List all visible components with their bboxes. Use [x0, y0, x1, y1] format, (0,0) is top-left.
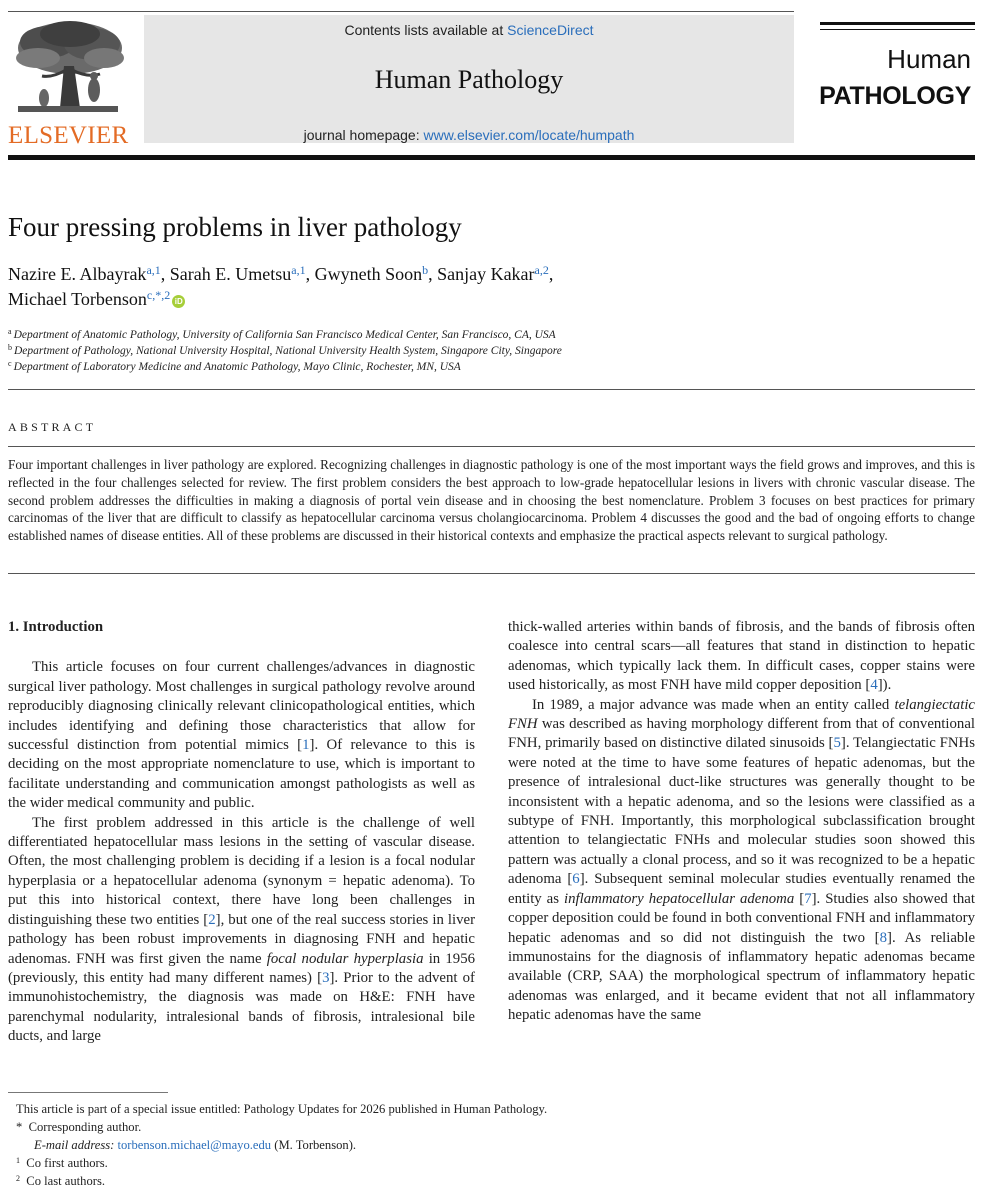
- journal-logo-bar-thin: [820, 29, 975, 30]
- header-thick-rule: [8, 155, 975, 160]
- abstract-text: Four important challenges in liver pathology are explored. Recognizing challenges in diagnostic pathology is one of the most important ways the field grows and improves, and this is reflected in the four challenges selected for review. The first problem considers the best approach to low-grade hepatocellular lesions in livers with chronic vascular disease. The second problem addresses the difficulties in making a diagnosis of portal vein disease and in choosing the best nomenclature. Problem 3 focuses on best practices for primary carcinomas of the liver that are difficult to classify as hepatocellular carcinoma versus cholangiocarcinoma. Problem 4 discusses the good and the bad of ongoing efforts to change established names of disease entities. All of these problems are discussed in their historical contexts and emphasize the practical aspects relevant to surgical pathology.: [8, 457, 975, 544]
- footnotes: [16, 1100, 966, 1190]
- footnote-mark: *: [16, 1120, 23, 1134]
- author-name[interactable]: Nazire E. Albayrak: [8, 264, 147, 284]
- contents-prefix: Contents lists available at: [344, 22, 504, 38]
- journal-title[interactable]: Human Pathology: [374, 65, 564, 94]
- journal-logo[interactable]: [820, 22, 975, 138]
- orcid-icon[interactable]: iD: [172, 295, 185, 308]
- author-affil-sup[interactable]: a,2: [534, 263, 549, 277]
- footnote-co-last: [16, 1172, 966, 1190]
- homepage-line: [144, 127, 794, 143]
- journal-banner: [144, 15, 794, 143]
- header-top-rule: [8, 11, 794, 12]
- author-name[interactable]: Gwyneth Soon: [314, 264, 423, 284]
- abstract-bottom-divider: [8, 573, 975, 574]
- footnote-text: Co last authors.: [26, 1174, 106, 1188]
- reference-link[interactable]: 2: [208, 911, 216, 928]
- affiliation-text: Department of Anatomic Pathology, University of California San Francisco Medical Center, San Francisco, CA, USA: [13, 329, 556, 341]
- body-paragraph: In 1989, a major advance was made when an entity called telangiectatic FNH was described as having morphology different from that of conventional FNH, primarily based on distinctive dilated sinusoids [5]. Telangiectatic FNHs were noted at the time to have some features of hepatic adenomas, but the presence of intralesional duct-like structures was generally thought to be inconsistent with a hepatic adenoma, and so the lesions were classified as a subtype of FNH. Importantly, this morphological subclassification brought attention to telangiectatic FNHs and molecular studies soon showed this pattern was actually a clonal process, and so it was recognized to be a hepatic adenoma [6]. Subsequent seminal molecular studies eventually renamed the entity as inflammatory hepatocellular adenoma [7]. Studies also showed that copper deposition could be found in both conventional FNH and inflammatory hepatic adenomas and so did not distinguish the two [8]. As reliable immunostains for the diagnosis of inflammatory hepatic adenomas became available (CRP, SAA) the morphological spectrum of inflammatory hepatic adenomas was enlarged, and it became evident that not all inflammatory hepatic adenomas have the same: [508, 696, 976, 1024]
- body-paragraph: thick-walled arteries within bands of fibrosis, and the bands of fibrosis often coalesce into central scars—all features that stand in distinction to hepatic adenomas, which typically lack them. In difficult cases, copper stains were used historically, as most FNH have mild copper deposition [4]).: [508, 619, 975, 694]
- reference-link[interactable]: 5: [833, 735, 841, 752]
- body-paragraph: This article focuses on four current challenges/advances in diagnostic surgical liver pathology. Most challenges in surgical pathology revolve around reproducibly diagnosing clinically relevant clinicopathological entities, which includes identifying and defining those characteristics that allow for successful distinction from potential mimics [1]. Of relevance to this is deciding on the most appropriate nomenclature to use, which is important to facilitate understanding and communication amongst pathologists as well as the wider medical community and public.: [8, 659, 475, 812]
- author-affil-sup[interactable]: a,1: [146, 263, 161, 277]
- journal-logo-line1: Human: [887, 44, 971, 74]
- elsevier-logo[interactable]: [8, 18, 129, 149]
- body-column-right: [508, 618, 975, 1026]
- email-suffix: (M. Torbenson).: [274, 1138, 357, 1152]
- contents-line: [144, 22, 794, 38]
- affiliation-divider: [8, 389, 975, 390]
- abstract-heading: ABSTRACT: [8, 420, 97, 434]
- body-column-left: [8, 618, 475, 1047]
- journal-logo-line2: PATHOLOGY: [819, 82, 971, 110]
- affiliation-key: c: [8, 359, 12, 368]
- reference-link[interactable]: 3: [322, 969, 330, 986]
- sciencedirect-link[interactable]: ScienceDirect: [507, 22, 594, 38]
- reference-link[interactable]: 7: [804, 890, 812, 907]
- email-label: E-mail address:: [34, 1138, 115, 1152]
- homepage-link[interactable]: www.elsevier.com/locate/humpath: [423, 127, 635, 143]
- email-link[interactable]: torbenson.michael@mayo.edu: [117, 1138, 272, 1152]
- affiliation-key: b: [8, 343, 12, 352]
- affiliation-item: [8, 327, 968, 343]
- reference-link[interactable]: 8: [879, 929, 888, 946]
- footnote-special-issue: This article is part of a special issue entitled: Pathology Updates for 2026 published in Human Pathology.: [16, 1102, 548, 1116]
- author-affil-sup[interactable]: b: [422, 263, 429, 277]
- affiliations: [8, 327, 968, 375]
- homepage-prefix: journal homepage:: [303, 127, 420, 143]
- body-paragraph: The first problem addressed in this article is the challenge of well differentiated hepatocellular mass lesions in the setting of vascular disease. Often, the most challenging problem is deciding if a lesion is a focal nodular hyperplasia or a hepatocellular adenoma (synonym = hepatic adenoma). To put this into historical context, there have long been challenges in distinguishing these two entities [2], but one of the real success stories in liver pathology has been robust improvements in diagnosing FNH and hepatic adenomas. FNH was first given the name focal nodular hyperplasia in 1956 (previously, this entity had many different names) [3]. Prior to the advent of immunohistochemistry, the diagnosis was made on H&E: FNH have parenchymal nodularity, intralesional bands of fibrosis, intralesional bile ducts, and large: [8, 814, 475, 1045]
- footnote-text: Co first authors.: [26, 1156, 108, 1170]
- author-affil-sup[interactable]: a,1: [291, 263, 306, 277]
- affiliation-item: [8, 359, 968, 375]
- elsevier-tree-icon: [8, 18, 128, 120]
- reference-link[interactable]: 1: [302, 737, 310, 754]
- footnote-co-first: [16, 1154, 966, 1172]
- affiliation-item: [8, 343, 968, 359]
- reference-link[interactable]: 4: [870, 677, 878, 694]
- footnote-corresponding: [16, 1118, 966, 1136]
- affiliation-key: a: [8, 327, 12, 336]
- author-name[interactable]: Sanjay Kakar: [437, 264, 535, 284]
- author-name[interactable]: Sarah E. Umetsu: [169, 264, 292, 284]
- footnote-mark: 2: [16, 1174, 20, 1183]
- footnote-divider: [8, 1092, 168, 1093]
- reference-link[interactable]: 6: [572, 871, 580, 888]
- section-heading: 1. Introduction: [8, 619, 104, 635]
- author-affil-sup[interactable]: c,*,2: [146, 288, 171, 302]
- footnote-mark: 1: [16, 1156, 20, 1165]
- author-list: Nazire E. Albayrak$^{a,1}$, Sarah E. Umetsu$^{a,1}$, Gwyneth Soon$^b$, Sanjay Kakar$^{a,2}$, Michael Torbenson$^{c,*,2}$ iD: [8, 263, 554, 309]
- affiliation-text: Department of Pathology, National University Hospital, National University Health System, Singapore City, Singapore: [14, 345, 562, 357]
- journal-logo-bar-top: [820, 22, 975, 25]
- abstract-top-divider: [8, 446, 975, 447]
- footnote-text: Corresponding author.: [28, 1120, 142, 1134]
- publisher-wordmark: ELSEVIER: [8, 122, 129, 149]
- affiliation-text: Department of Laboratory Medicine and Anatomic Pathology, Mayo Clinic, Rochester, MN, USA: [13, 361, 461, 373]
- author-name[interactable]: Michael Torbenson: [8, 289, 147, 309]
- footnote-email: [16, 1136, 966, 1154]
- article-title: Four pressing problems in liver pathology: [8, 212, 462, 242]
